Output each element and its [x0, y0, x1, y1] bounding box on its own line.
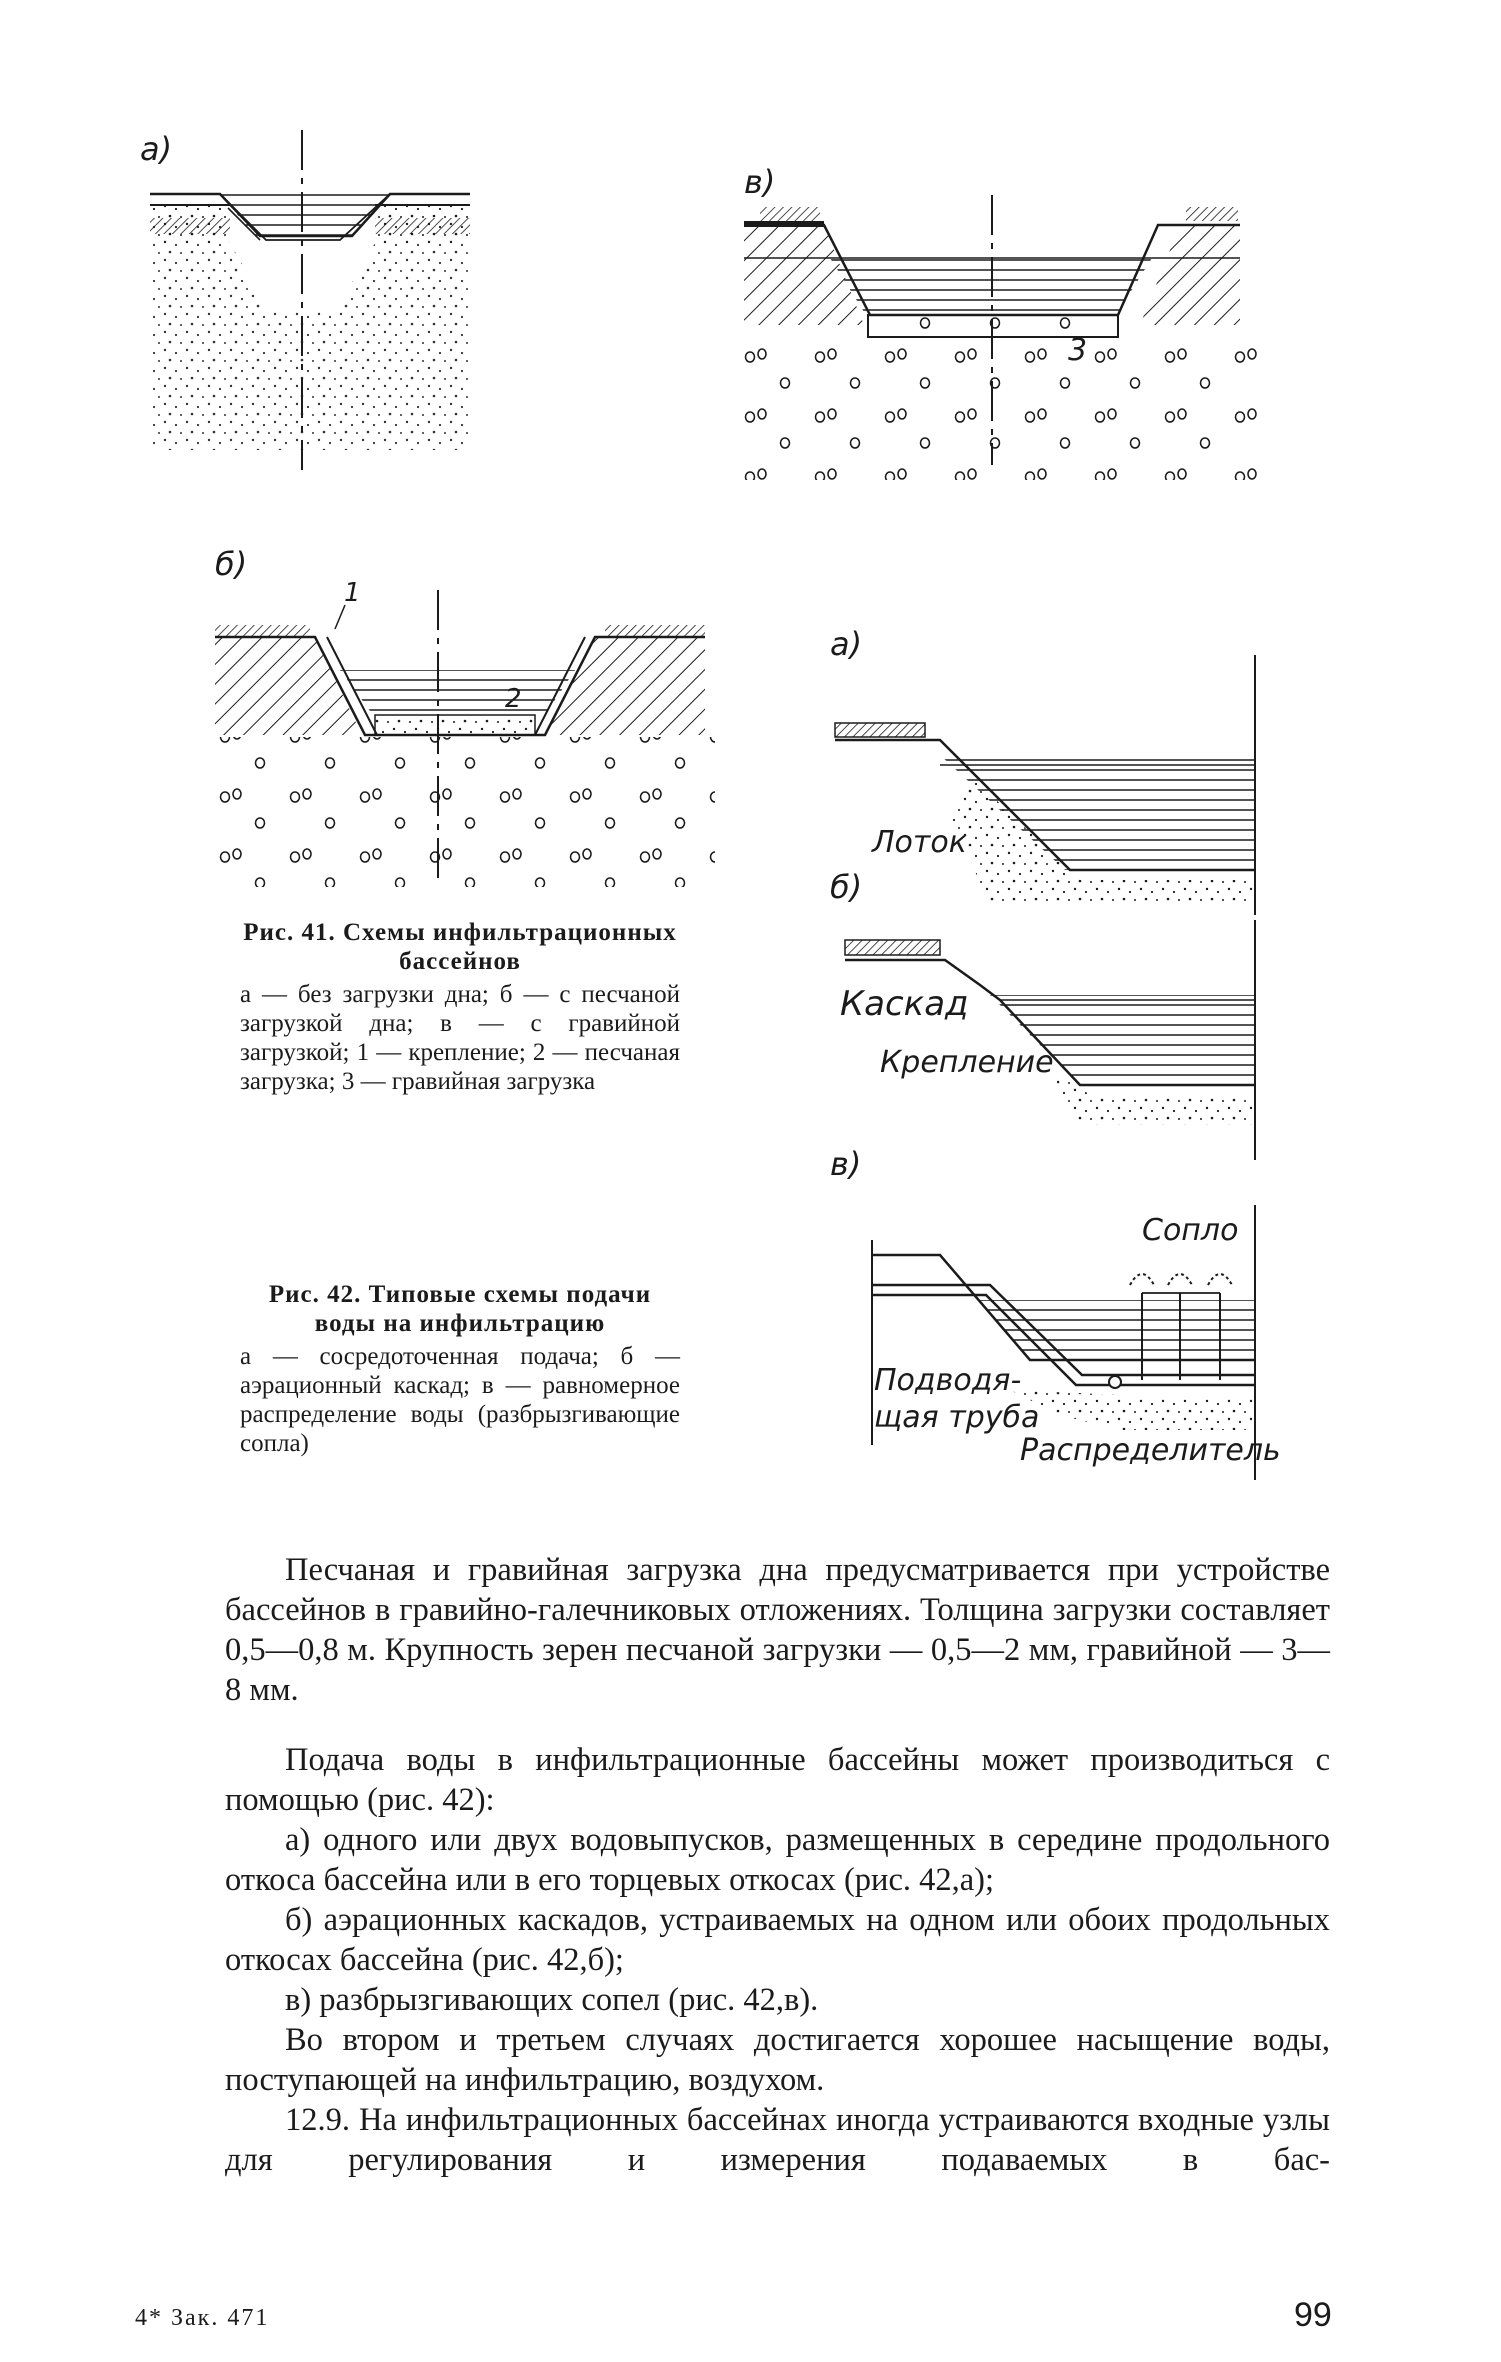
paragraph-3: а) одного или двух водовыпусков, размещенных в середине продольного откоса бассейна или в его торцевых откосах (рис. 42,а);: [225, 1822, 1330, 1898]
fig41-caption-body: а — без загрузки дна; б — с песчаной загрузкой дна; в — с гравийной загрузкой; 1 — крепление; 2 — песчаная загрузка; 3 — гравийная загрузка: [240, 981, 680, 1095]
fig42-v-label: в): [830, 1145, 862, 1183]
paragraph-6: Во втором и третьем случаях достигается хорошее насыщение воды, поступающей на инфильтрацию, воздухом.: [225, 2022, 1330, 2098]
fig41-caption-title: Рис. 41. Схемы инфильтрационных бассейнов: [243, 919, 677, 975]
fig42-label-kaskad: Каскад: [840, 984, 969, 1024]
fig41-a-label: а): [140, 130, 173, 168]
fig42-caption-body: а — сосредоточенная подача; б — аэрационный каскад; в — равномерное распределение воды (разбрызгивающие сопла): [240, 1343, 680, 1457]
body-text: [225, 1550, 1330, 2180]
fig42-label-soplo: Сопло: [1142, 1213, 1239, 1248]
fig42-a-label: а): [830, 625, 863, 663]
page-number: 99: [1294, 2296, 1332, 2334]
fig41-callout-1: 1: [344, 578, 361, 608]
fig42-label-distributor: Распределитель: [1020, 1433, 1281, 1468]
fig41-b-label: б): [215, 545, 248, 583]
fig42-b-label: б): [830, 868, 863, 906]
fig42-label-kreplenie: Крепление: [880, 1045, 1054, 1080]
fig41-panel-b: [215, 545, 715, 885]
fig41-v-label: в): [744, 163, 776, 201]
fig41-caption: [240, 918, 680, 1096]
fig41-callout-3: 3: [1068, 333, 1088, 368]
paragraph-1: Песчаная и гравийная загрузка дна предусматривается при устройстве бассейнов в гравийно-галечниковых отложениях. Толщина загрузки составляет 0,5—0,8 м. Крупность зерен песчаной загрузки — 0,5—2 мм, гравийной — 3—8 мм.: [225, 1552, 1330, 1708]
fig41-panel-v: [740, 165, 1260, 485]
fig41-panel-a: [140, 130, 720, 470]
footer-order-mark: 4* Зак. 471: [135, 2305, 270, 2331]
fig42-panel-b: [830, 870, 1270, 1160]
paragraph-7: 12.9. На инфильтрационных бассейнах иногда устраиваются входные узлы для регулирования и измерения подаваемых в бас-: [225, 2102, 1330, 2178]
fig42-caption-title: Рис. 42. Типовые схемы подачи воды на инфильтрацию: [268, 1281, 652, 1337]
fig42-label-lotok: Лоток: [872, 825, 967, 860]
paragraph-5: в) разбрызгивающих сопел (рис. 42,в).: [285, 1982, 819, 2018]
fig41-callout-2: 2: [505, 684, 522, 714]
fig42-label-pipe-2: щая труба: [874, 1400, 1040, 1435]
fig42-caption: [240, 1280, 680, 1458]
paragraph-2: Подача воды в инфильтрационные бассейны может производиться с помощью (рис. 42):: [225, 1742, 1330, 1818]
fig42-panel-v: [830, 1145, 1281, 1480]
paragraph-4: б) аэрационных каскадов, устраиваемых на одном или обоих продольных откосах бассейна (рис. 42,б);: [225, 1902, 1330, 1978]
fig42-label-pipe-1: Подводя-: [874, 1363, 1022, 1398]
